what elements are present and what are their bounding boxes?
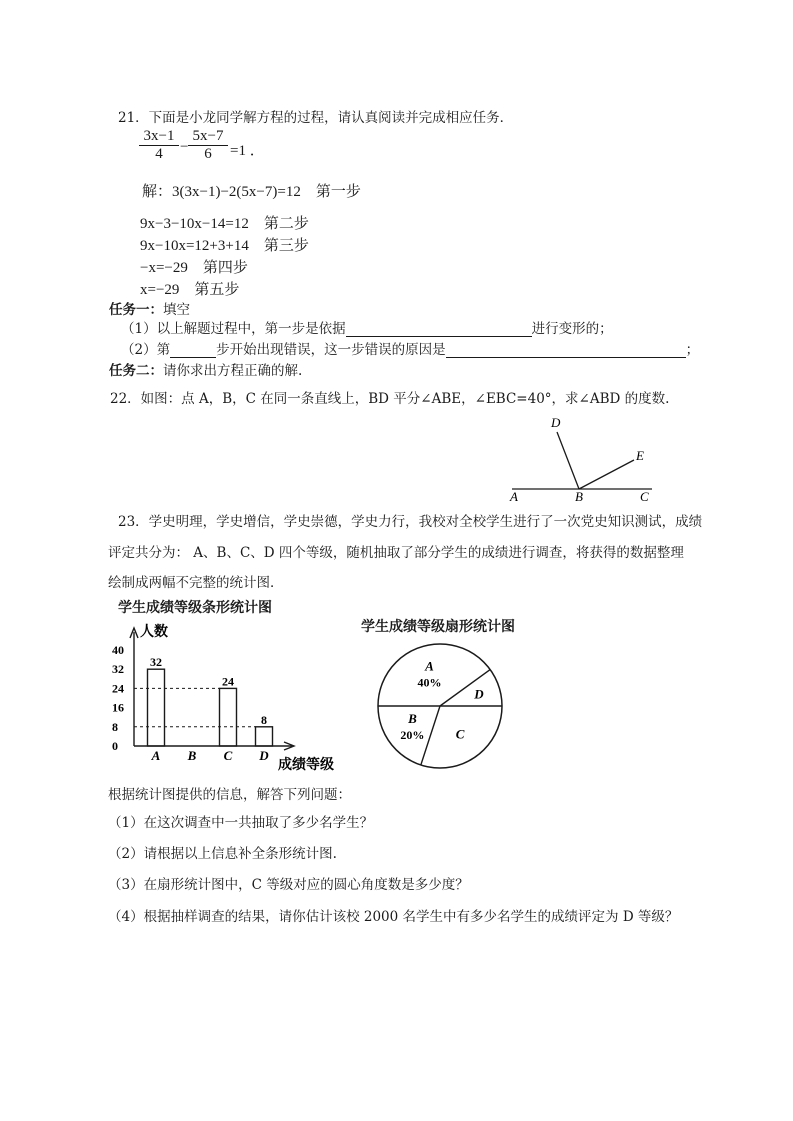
- pie-chart-slice-label-b: B: [408, 711, 417, 727]
- q21-frac1-denominator: 4: [155, 146, 163, 162]
- q23-question-1: （1）在这次调查中一共抽取了多少名学生？: [108, 815, 374, 831]
- q22-label-a: A: [510, 489, 518, 504]
- q21-task1: [109, 298, 190, 318]
- q21-task2-label: 请你求出方程正确的解.: [163, 363, 303, 379]
- q21-task1-q1: [121, 317, 613, 337]
- q23-question-2: （2）请根据以上信息补全条形统计图.: [108, 846, 337, 862]
- pie-chart-slice-label-d: D: [474, 686, 484, 702]
- q21-task1-title: 任务一：: [109, 302, 163, 318]
- q23-question-4: （4）根据抽样调查的结果，请你估计该校 2000 名学生中有多少名学生的成绩评定为 D 等级？: [108, 909, 679, 925]
- pie-chart-slice-label-c: C: [455, 726, 465, 742]
- q21-frac2-denominator: 6: [204, 146, 212, 162]
- bar-chart-bar-d: [256, 727, 273, 746]
- bar-chart: [108, 620, 348, 780]
- pie-chart-title: 学生成绩等级扇形统计图: [361, 619, 515, 635]
- q23-line-1: 23．学史明理，学史增信，学史崇德，学史力行，我校对全校学生进行了一次党史知识测试，成绩: [118, 514, 703, 530]
- q21-task2-title: 任务二：: [109, 363, 163, 379]
- q22-text: 22．如图：点 A，B，C 在同一条直线上，BD 平分∠ABE，∠EBC=40°，求∠ABD 的度数.: [110, 391, 670, 407]
- bar-chart-ytick-label: 24: [112, 681, 124, 696]
- q22-geometry-figure: [500, 410, 670, 506]
- q23-question-3: （3）在扇形统计图中，C 等级对应的圆心角度数是多少度？: [108, 877, 469, 893]
- q21-frac1-numerator: 3x−1: [139, 128, 179, 146]
- bar-chart-ytick-label: 40: [112, 643, 124, 657]
- bar-chart-xtick-label-b: B: [187, 748, 197, 763]
- bar-chart-xtick-label-c: C: [223, 748, 233, 763]
- q21-step-5: x=−29 第五步: [140, 282, 240, 298]
- q22-label-d: D: [551, 415, 561, 430]
- bar-chart-ytick-label: 0: [112, 739, 118, 753]
- q21-task1-q2-post: ；: [685, 342, 700, 358]
- bar-chart-ytick-label: 8: [112, 719, 118, 734]
- q23-line-2: 评定共分为： A、B、C、D 四个等级，随机抽取了部分学生的成绩进行调查，将获得的数据整理: [108, 545, 684, 561]
- bar-chart-ylabel: 人数: [140, 625, 168, 640]
- pie-chart-slice-percent-b: 20%: [400, 728, 425, 743]
- bar-chart-xtick-label-d: D: [259, 748, 269, 763]
- pie-chart: [370, 636, 510, 776]
- q23-line-3: 绘制成两幅不完整的统计图．: [108, 575, 284, 591]
- bar-chart-data-label-a: 32: [150, 655, 162, 670]
- bar-chart-xlabel: 成绩等级: [278, 758, 334, 773]
- bar-chart-data-label-c: 24: [222, 674, 234, 689]
- q21-eq-rhs: =1 ．: [230, 143, 265, 159]
- q21-step-2: 9x−3−10x−14=12 第二步: [140, 216, 309, 232]
- q21-task1-q1-blank[interactable]: [346, 322, 532, 337]
- q22-ray-bd: [557, 432, 579, 489]
- q21-fraction-2: [188, 128, 228, 163]
- q21-frac2-numerator: 5x−7: [188, 128, 228, 146]
- q21-task1-q1-post: 进行变形的；: [531, 321, 613, 337]
- q22-label-e: E: [636, 448, 644, 463]
- q23-prompt: 根据统计图提供的信息，解答下列问题：: [108, 787, 351, 803]
- q21-eq-minus: −: [180, 139, 189, 155]
- pie-chart-slice-label-a: A: [425, 658, 434, 674]
- q21-task1-q2-pre: （2）第: [121, 342, 171, 358]
- q21-step-3: 9x−10x=12+3+14 第三步: [140, 238, 309, 254]
- q22-label-b: B: [575, 489, 583, 504]
- pie-chart-slice-percent-a: 40%: [417, 675, 442, 690]
- q21-step-1: 解：3(3x−1)−2(5x−7)=12 第一步: [142, 184, 361, 200]
- q21-task1-q2: [121, 338, 699, 358]
- bar-chart-bar-a: [148, 669, 165, 746]
- q22-ray-be: [579, 460, 634, 489]
- q21-task2: [109, 359, 302, 379]
- bar-chart-ytick-label: 32: [112, 662, 124, 677]
- q21-task1-label: 填空: [163, 302, 190, 318]
- q21-intro: 21．下面是小龙同学解方程的过程，请认真阅读并完成相应任务．: [118, 110, 514, 126]
- bar-chart-bar-c: [220, 688, 237, 746]
- q21-fraction-1: [139, 128, 179, 163]
- q21-task1-q2-blank-reason[interactable]: [446, 343, 686, 358]
- q21-task1-q2-mid: 步开始出现错误，这一步错误的原因是: [216, 342, 446, 358]
- q22-label-c: C: [640, 489, 649, 504]
- q21-step-4: −x=−29 第四步: [140, 260, 248, 276]
- q21-task1-q2-blank-step[interactable]: [170, 343, 216, 358]
- bar-chart-ytick-label: 16: [112, 700, 124, 715]
- bar-chart-data-label-d: 8: [261, 712, 267, 727]
- bar-chart-xtick-label-a: A: [151, 748, 161, 763]
- bar-chart-title: 学生成绩等级条形统计图: [118, 600, 272, 616]
- q21-task1-q1-text: （1）以上解题过程中，第一步是依据: [121, 321, 346, 337]
